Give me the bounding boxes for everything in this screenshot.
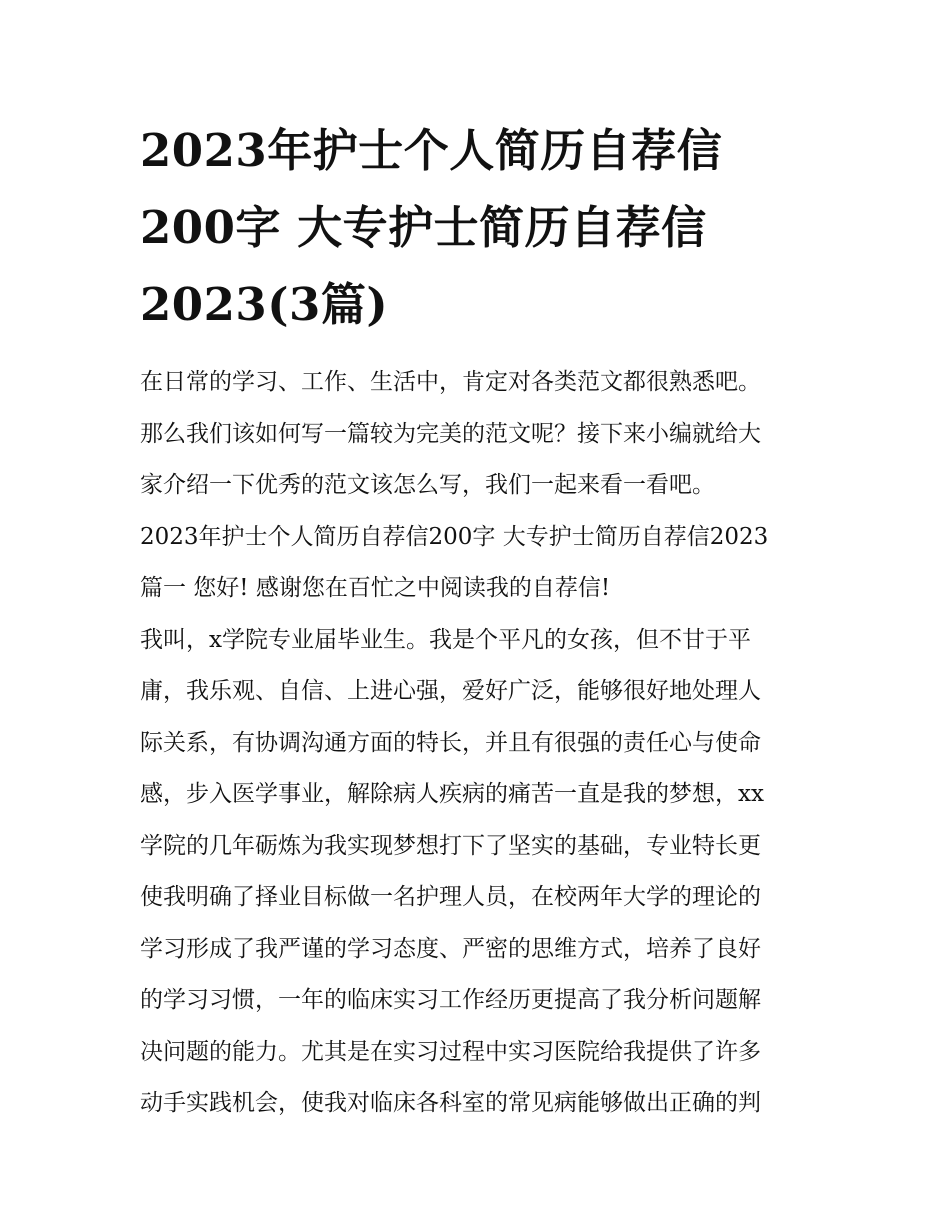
body-line-6: 我叫，x学院专业届毕业生。我是个平凡的女孩，但不甘于平: [140, 626, 751, 653]
body-line-9: 感，步入医学事业，解除病人疾病的痛苦一直是我的梦想，xx: [140, 781, 764, 807]
body-line-10: 学院的几年砺炼为我实现梦想打下了坚实的基础，专业特长更: [140, 832, 761, 859]
body-line-2: 那么我们该如何写一篇较为完美的范文呢？接下来小编就给大: [140, 420, 761, 447]
title-line-3: 2023(3篇): [140, 278, 389, 331]
body-line-13: 的学习习惯，一年的临床实习工作经历更提高了我分析问题解: [140, 987, 761, 1013]
body-line-4: 2023年护士个人简历自荐信200字 大专护士简历自荐信2023: [140, 523, 769, 550]
body-line-5: 篇一 您好! 感谢您在百忙之中阅读我的自荐信!: [140, 575, 611, 601]
title-line-1: 2023年护士个人简历自荐信: [140, 124, 723, 177]
body-line-11: 使我明确了择业目标做一名护理人员，在校两年大学的理论的: [140, 884, 761, 910]
body-line-12: 学习形成了我严谨的学习态度、严密的思维方式，培养了良好: [140, 935, 761, 962]
body-line-15: 动手实践机会，使我对临床各科室的常见病能够做出正确的判: [140, 1090, 761, 1116]
body-line-8: 际关系，有协调沟通方面的特长，并且有很强的责任心与使命: [140, 729, 761, 756]
body-line-14: 决问题的能力。尤其是在实习过程中实习医院给我提供了许多: [140, 1038, 761, 1065]
body-line-1: 在日常的学习、工作、生活中，肯定对各类范文都很熟悉吧。: [140, 369, 761, 395]
body-line-7: 庸，我乐观、自信、上进心强，爱好广泛，能够很好地处理人: [140, 678, 761, 704]
document-title: [140, 112, 815, 343]
document-content: [140, 112, 815, 1130]
document-body: [140, 357, 815, 1130]
body-line-3: 家介绍一下优秀的范文该怎么写，我们一起来看一看吧。: [140, 472, 715, 498]
title-line-2: 200字 大专护士简历自荐信: [140, 201, 707, 254]
